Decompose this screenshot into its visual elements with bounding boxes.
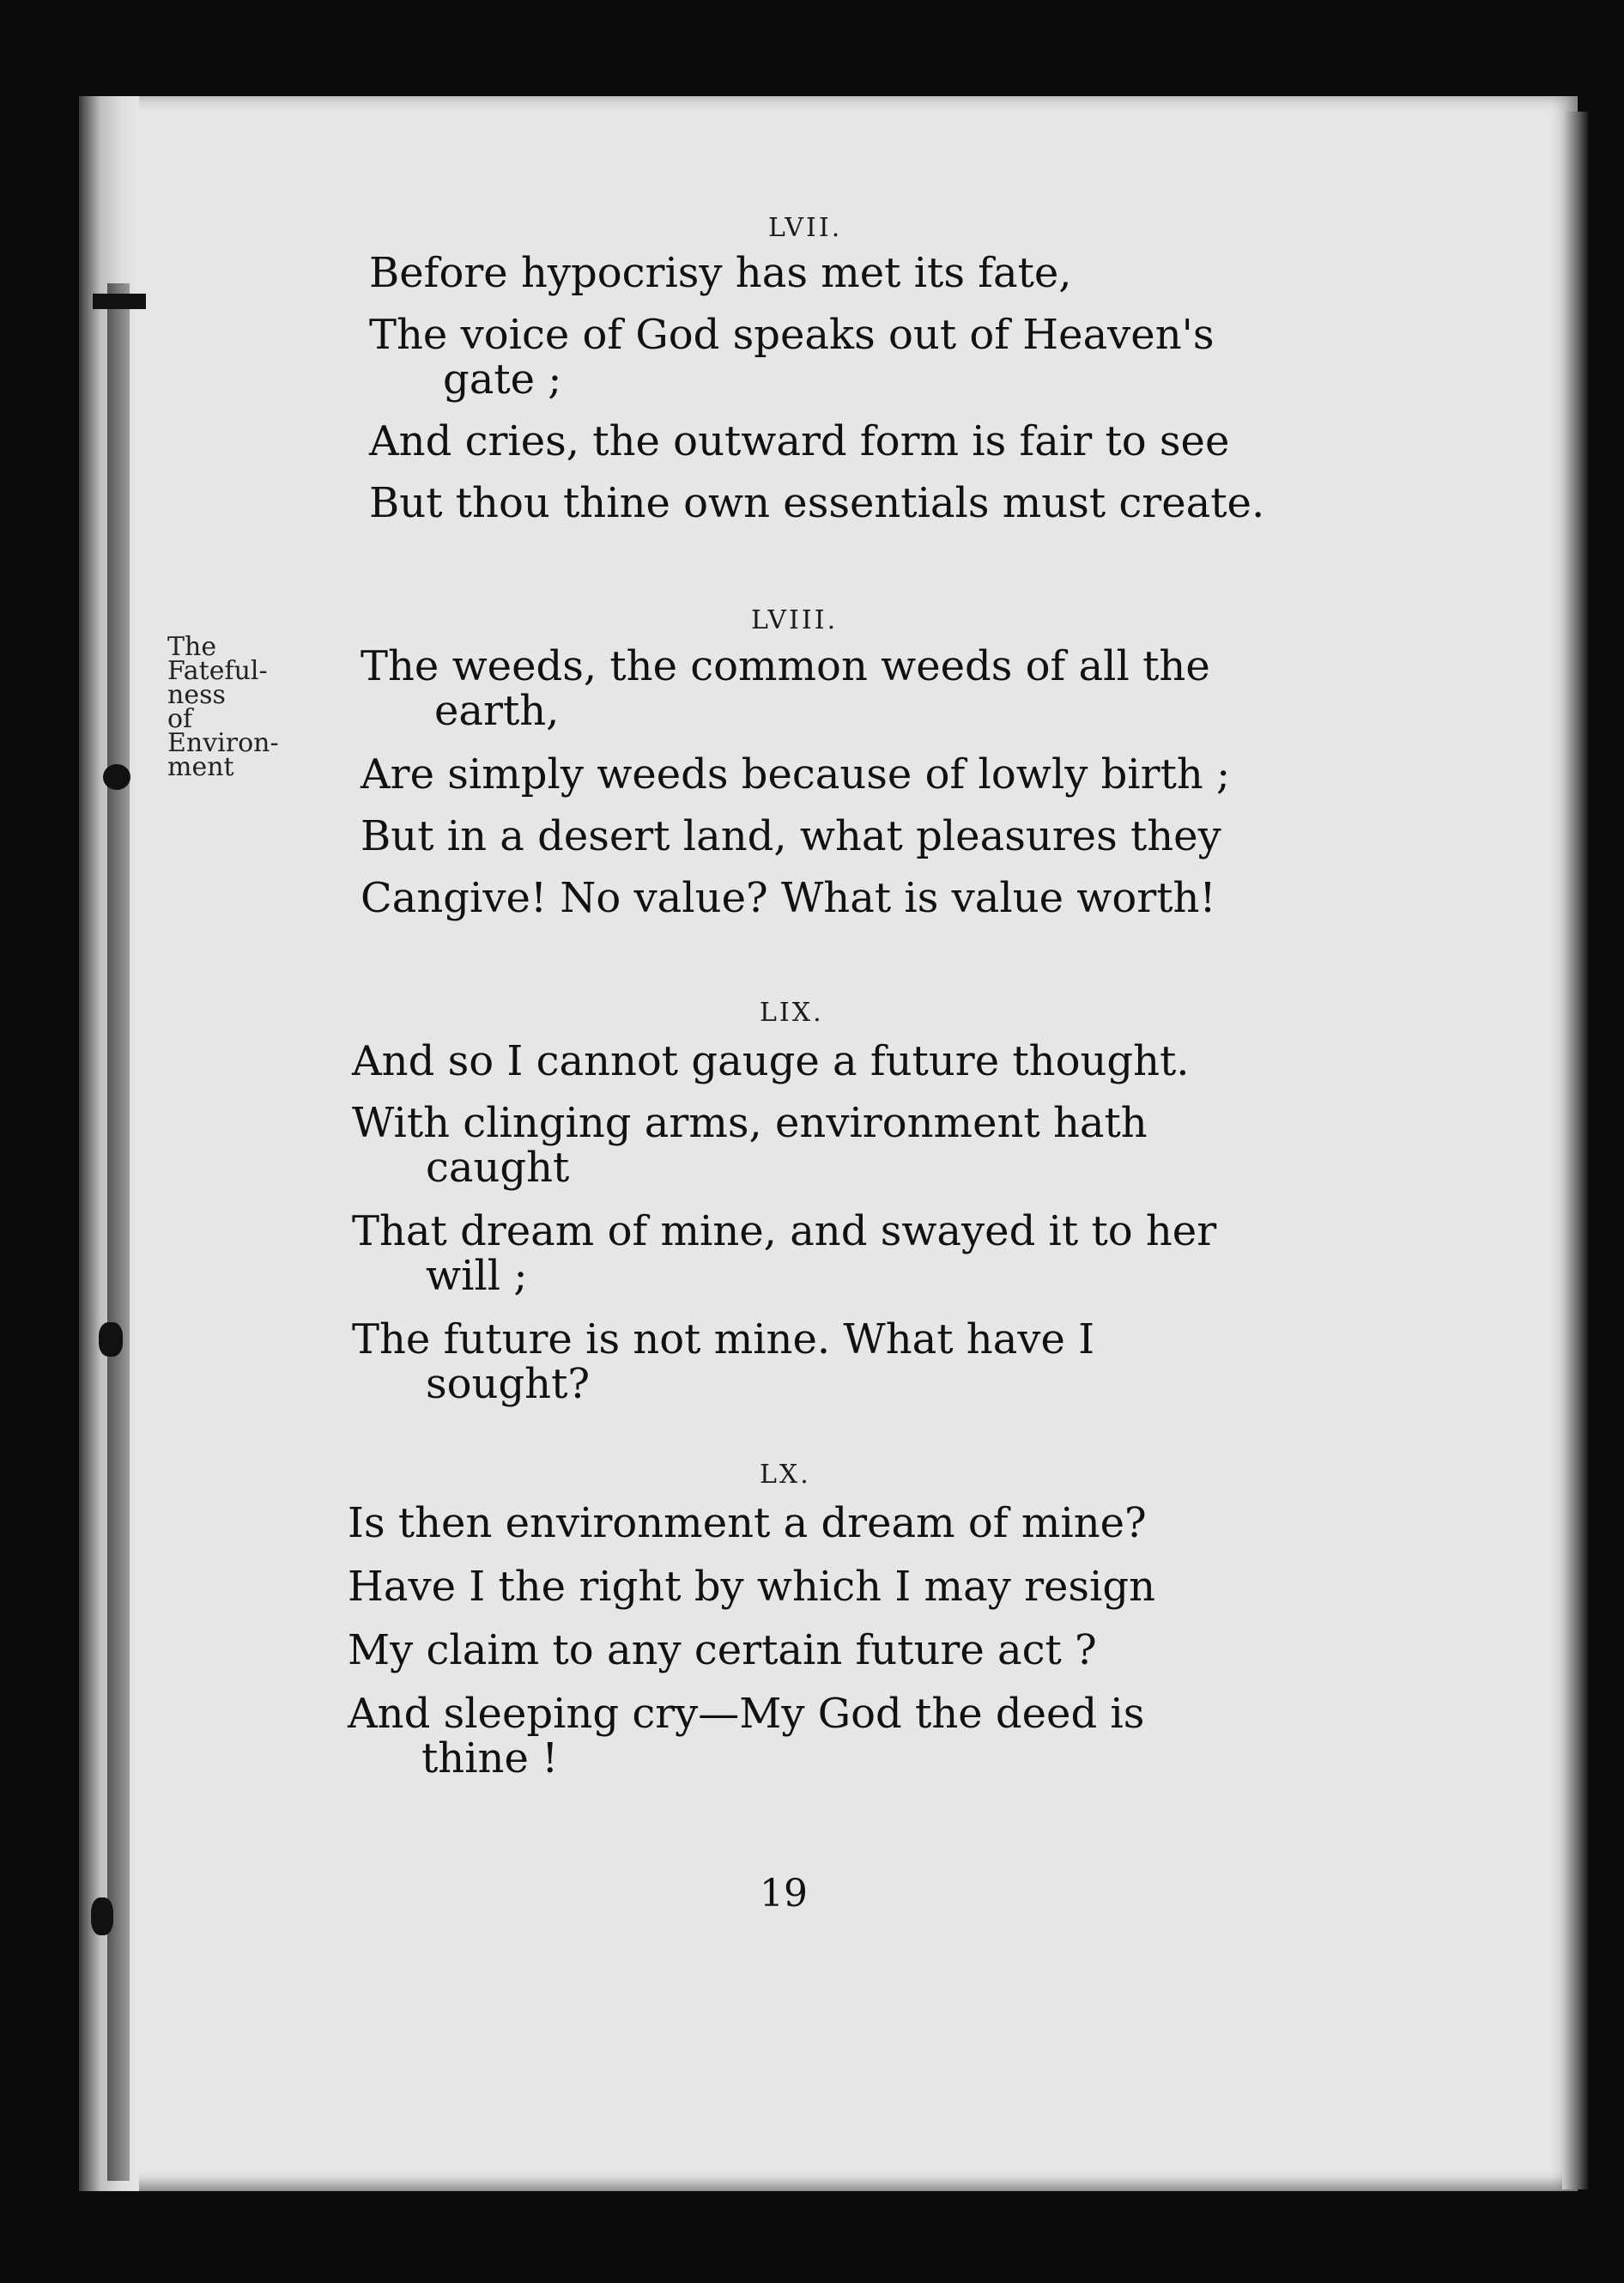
stanza-numeral: LIX. [760, 998, 824, 1028]
stanza-numeral: LVIII. [751, 605, 839, 635]
binding-mark [93, 294, 146, 309]
margin-note-line: Fateful- [167, 656, 268, 686]
verse-line-continuation: sought? [426, 1360, 591, 1408]
verse-line: And cries, the outward form is fair to see [369, 417, 1230, 465]
stanza-numeral: LVII. [768, 213, 843, 243]
verse-line: Is then environment a dream of mine? [348, 1499, 1147, 1547]
verse-line: The future is not mine. What have I [352, 1315, 1095, 1363]
verse-line: But thou thine own essentials must create. [369, 479, 1265, 527]
page-number: 19 [760, 1872, 808, 1916]
stanza-lvii [369, 251, 1264, 525]
margin-note-line: ment [167, 752, 234, 782]
verse-line: Before hypocrisy has met its fate, [369, 249, 1072, 297]
margin-note-line: of [167, 704, 193, 734]
binding-mark [103, 764, 130, 790]
verse-line-continuation: gate ; [443, 355, 562, 404]
binding-edge [107, 283, 130, 2181]
verse-line: My claim to any certain future act ? [348, 1626, 1097, 1674]
verse-line: But in a desert land, what pleasures they [361, 812, 1221, 860]
verse-line: The weeds, the common weeds of all the [361, 642, 1210, 690]
verse-line-continuation: earth, [434, 687, 560, 735]
margin-note-line: ness [167, 680, 226, 710]
verse-line-continuation: will ; [426, 1252, 528, 1300]
verse-line: Are simply weeds because of lowly birth ; [361, 750, 1231, 798]
verse-line: Cangive! No value? What is value worth! [361, 874, 1216, 922]
verse-line: The voice of God speaks out of Heaven's [369, 311, 1215, 359]
stanza-lx [348, 1501, 1155, 1781]
stanza-lix [352, 1039, 1216, 1406]
verse-line-continuation: thine ! [421, 1734, 559, 1782]
margin-note-line: Environ- [167, 728, 279, 758]
verse-line: And sleeping cry—My God the deed is [348, 1690, 1145, 1738]
verse-line: With clinging arms, environment hath [352, 1099, 1148, 1147]
verse-line-continuation: caught [426, 1144, 570, 1192]
verse-line: Have I the right by which I may resign [348, 1563, 1156, 1611]
page-right-edge [1562, 112, 1588, 2189]
verse-line: And so I cannot gauge a future thought. [352, 1037, 1190, 1085]
margin-note [167, 632, 322, 782]
stanza-numeral: LX. [760, 1460, 811, 1490]
margin-note-line: The [167, 632, 217, 662]
binding-mark [99, 1322, 123, 1357]
binding-mark [91, 1897, 113, 1935]
verse-line: That dream of mine, and swayed it to her [352, 1207, 1217, 1255]
stanza-lviii [361, 644, 1230, 920]
